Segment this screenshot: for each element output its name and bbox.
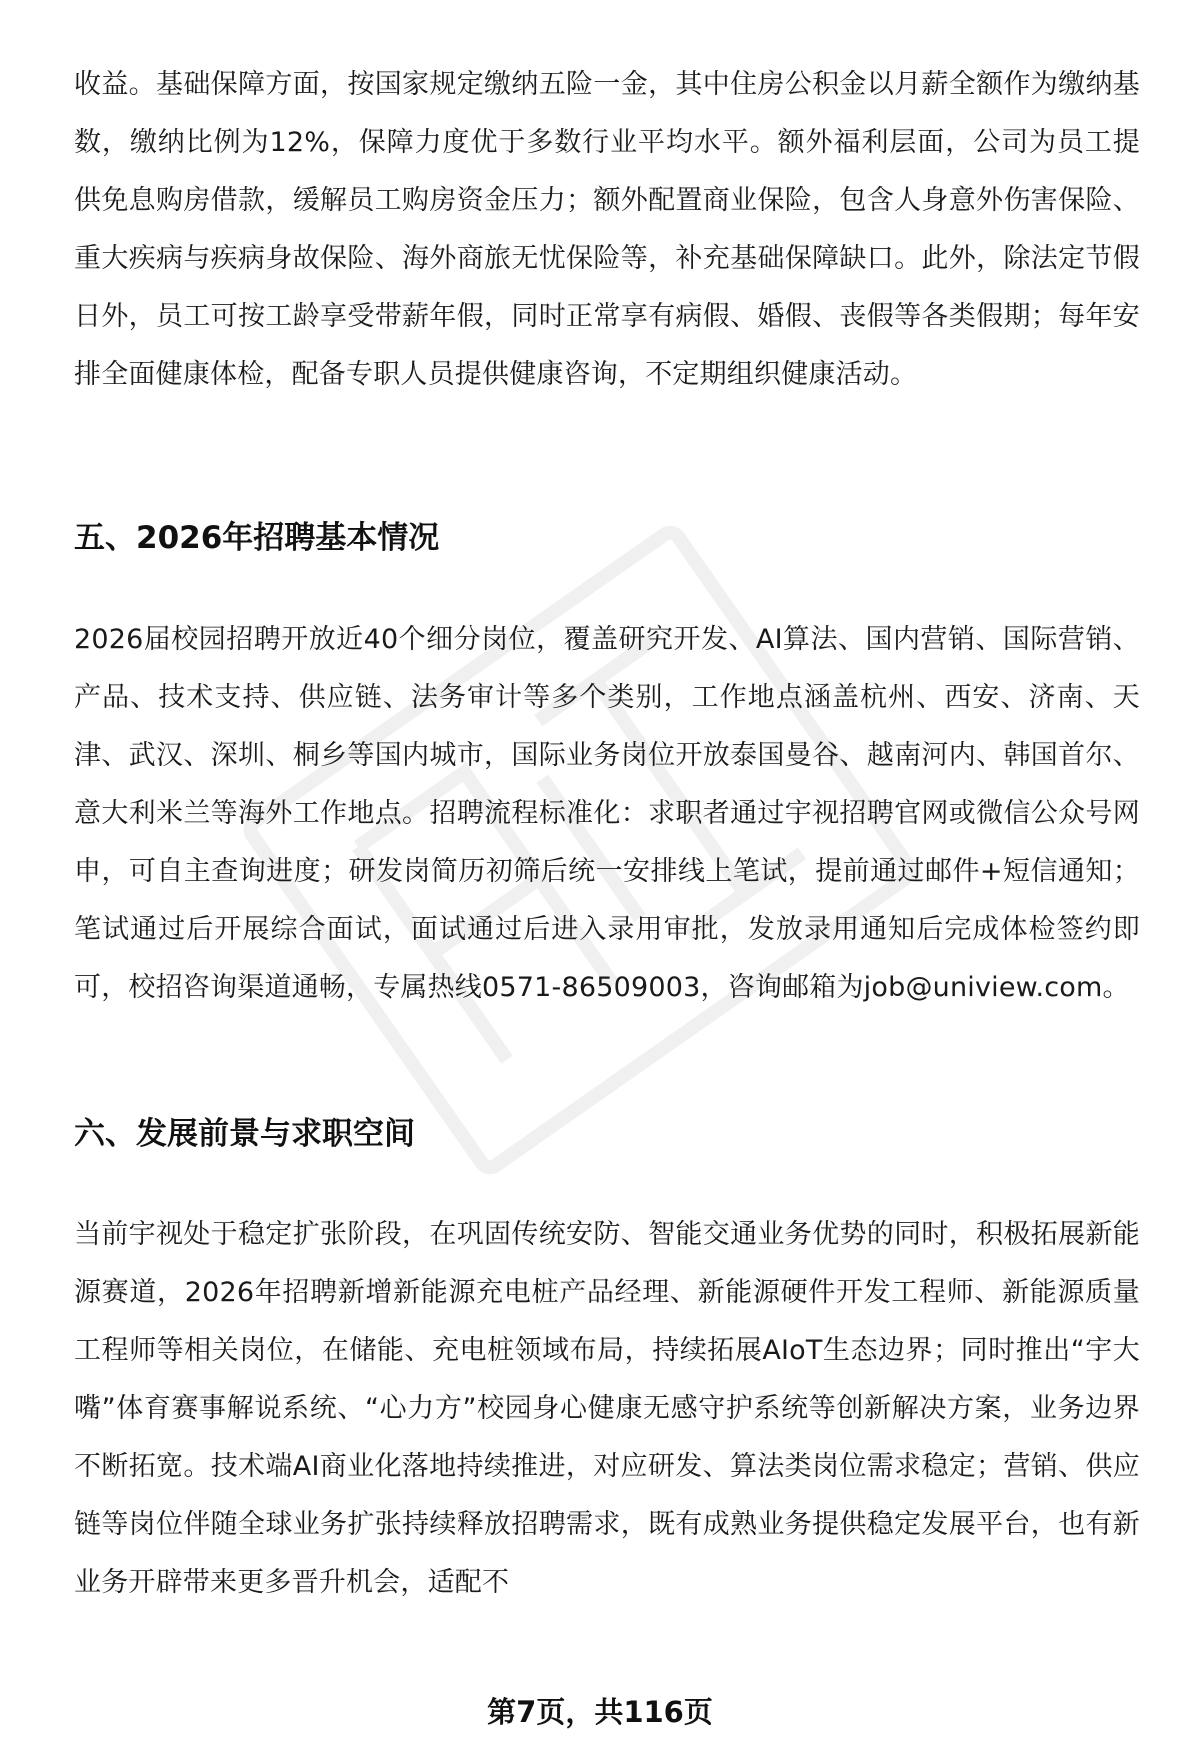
section-heading-recruitment-2026: 五、2026年招聘基本情况	[74, 520, 440, 556]
paragraph-recruitment: 2026届校园招聘开放近40个细分岗位，覆盖研究开发、AI算法、国内营销、国际营销、产品、技术支持、供应链、法务审计等多个类别，工作地点涵盖杭州、西安、济南、天津、武汉、深圳、桐乡等国内城市，国际业务岗位开放泰国曼谷、越南河内、韩国首尔、意大利米兰等海外工作地点。招聘流程标准化：求职者通过宇视招聘官网或微信公众号网申，可自主查询进度；研发岗简历初筛后统一安排线上笔试，提前通过邮件+短信通知；笔试通过后开展综合面试，面试通过后进入录用审批，发放录用通知后完成体检签约即可，校招咨询渠道通畅，专属热线0571-86509003，咨询邮箱为job@uniview.com。	[74, 624, 1140, 1003]
paragraph-prospects: 当前宇视处于稳定扩张阶段，在巩固传统安防、智能交通业务优势的同时，积极拓展新能源赛道，2026年招聘新增新能源充电桩产品经理、新能源硬件开发工程师、新能源质量工程师等相关岗位，在储能、充电桩领域布局，持续拓展AIoT生态边界；同时推出“宇大嘴”体育赛事解说系统、“心力方”校园身心健康无感守护系统等创新解决方案，业务边界不断拓宽。技术端AI商业化落地持续推进，对应研发、算法类岗位需求稳定；营销、供应链等岗位伴随全球业务扩张持续释放招聘需求，既有成熟业务提供稳定发展平台，也有新业务开辟带来更多晋升机会，适配不	[74, 1219, 1140, 1598]
section-heading-prospects: 六、发展前景与求职空间	[74, 1116, 415, 1152]
page-number: 第7页，共116页	[487, 1695, 713, 1729]
paragraph-benefits: 收益。基础保障方面，按国家规定缴纳五险一金，其中住房公积金以月薪全额作为缴纳基数，缴纳比例为12%，保障力度优于多数行业平均水平。额外福利层面，公司为员工提供免息购房借款，缓解员工购房资金压力；额外配置商业保险，包含人身意外伤害保险、重大疾病与疾病身故保险、海外商旅无忧保险等，补充基础保障缺口。此外，除法定节假日外，员工可按工龄享受带薪年假，同时正常享有病假、婚假、丧假等各类假期；每年安排全面健康体检，配备专职人员提供健康咨询，不定期组织健康活动。	[74, 69, 1140, 390]
